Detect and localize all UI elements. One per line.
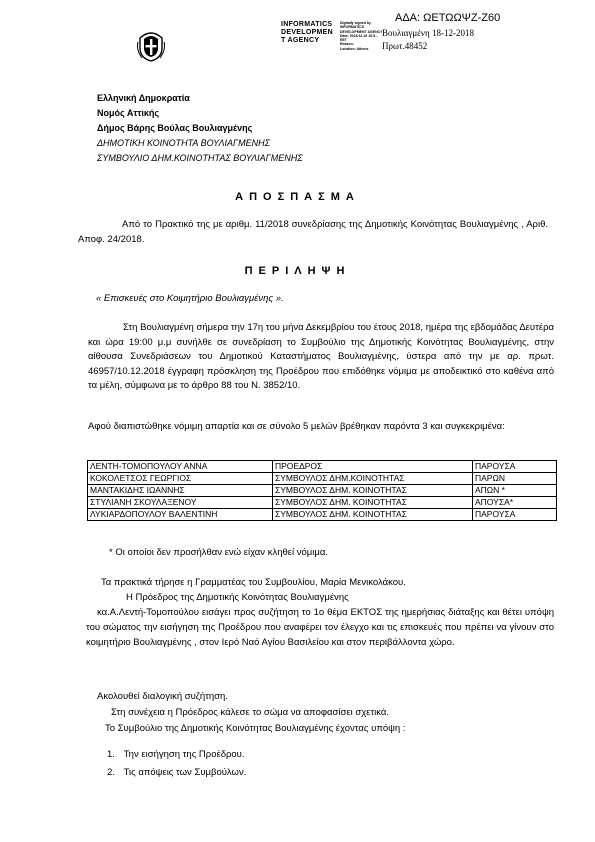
signature-agency-name	[281, 21, 333, 45]
president-paragraph: κα.Α.Λεντή-Τομοπούλου εισάγει προς συζήτηση το 1ο θέμα ΕΚΤΟΣ της ημερήσιας διάταξης και θέτει υπόψη του σώματος την εισήγηση της Προέδρου που αναφέρει τον έλεγχο και τις επισκευές που πρέπει να γίνουν στο κοιμητήριο Βουλιαγμένης , στον Ιερό Ναό Αγίου Βασιλείου και στον περιβάλλοντα χώρο.	[86, 607, 554, 648]
issuer-header	[97, 91, 303, 166]
meeting-paragraph: Στη Βουλιαγμένη σήμερα την 17η του μήνα Δεκεμβρίου του έτους 2018, ημέρα της εβδομάδας Δευτέρα και ώρα 19:00 μ.μ συνήλθε σε συνεδρίαση το Συμβούλιο της Δημοτικής Κοινότητας Βουλιαγμένης, στην αίθουσα Συνεδριάσεων του Δημοτικού Καταστήματος Βουλιαγμένης, ύστερα από την με αρ. πρωτ. 46957/10.12.2018 έγγραφη πρόσκληση της Προέδρου που επιδόθηκε νόμιμα με αποδεικτικό στο καθένα από τα μέλη, σύμφωνα με το άρθρο 88 του Ν. 3852/10.	[88, 322, 554, 391]
header-prefecture: Νομός Αττικής	[97, 108, 160, 118]
ada-code: ΑΔΑ: ΩΕΤΩΩΨΖ-Ζ60	[395, 12, 501, 24]
council-considering-line: Το Συμβούλιο της Δημοτικής Κοινότητας Βουλιαγμένης έχοντας υπόψη :	[105, 723, 406, 734]
greek-coat-of-arms-icon	[136, 28, 166, 62]
signature-detail-line: Date: 2018.12.19 10:5...	[340, 33, 379, 38]
member-name: ΛΕΝΤΗ-ΤΟΜΟΠΟΥΛΟΥ ΑΝΝΑ	[88, 461, 273, 473]
table-row	[88, 497, 557, 509]
discussion-line: Ακολουθεί διαλογική συζήτηση.	[97, 691, 228, 702]
agency-line: INFORMATICS	[281, 21, 333, 28]
excerpt-title: ΑΠΟΣΠΑΣΜΑ	[235, 191, 360, 203]
header-municipality: Δήμος Βάρης Βούλας Βουλιαγμένης	[97, 123, 253, 133]
list-item-number: 1.	[107, 749, 115, 760]
decision-call-line: Στη συνέχεια η Πρόεδρος κάλεσε το σώμα να αποφασίσει σχετικά.	[111, 707, 390, 718]
signature-detail-line: DEVELOPMENT AGENCY	[340, 29, 383, 34]
secretary-line: Τα πρακτικά τήρησε η Γραμματέας του Συμβουλίου, Μαρία Μενικολάκου.	[101, 577, 406, 588]
quorum-paragraph: Αφού διαπιστώθηκε νόμιμη απαρτία και σε σύνολο 5 μελών βρέθηκαν παρόντα 3 και συγκεκριμένα:	[88, 421, 505, 432]
list-item-text: Την εισήγηση της Προέδρου.	[123, 749, 245, 760]
member-name: ΛΥΚΙΑΡΔΟΠΟΥΛΟΥ ΒΑΛΕΝΤΙΝΗ	[88, 509, 273, 521]
signature-detail-line: INFORMATICS	[340, 25, 365, 30]
member-role: ΠΡΟΕΔΡΟΣ	[273, 461, 473, 473]
agency-line: DEVELOPMEN	[281, 29, 334, 36]
member-name: ΚΟΚΟΛΕΤΣΟΣ ΓΕΩΡΓΙΟΣ	[88, 473, 273, 485]
member-role: ΣΥΜΒΟΥΛΟΣ ΔΗΜ.ΚΟΙΝΟΤΗΤΑΣ	[273, 473, 473, 485]
signature-detail-line: Reason:	[340, 42, 354, 47]
member-role: ΣΥΜΒΟΥΛΟΣ ΔΗΜ. ΚΟΙΝΟΤΗΤΑΣ	[273, 509, 473, 521]
member-role: ΣΥΜΒΟΥΛΟΣ ΔΗΜ. ΚΟΙΝΟΤΗΤΑΣ	[273, 497, 473, 509]
summary-title: ΠΕΡΙΛΗΨΗ	[244, 265, 351, 277]
list-item	[107, 766, 246, 780]
excerpt-reference: Από το Πρακτικό της με αριθμ. 11/2018 συνεδρίασης της Δημοτικής Κοινότητας Βουλιαγμένης , Αριθ. Αποφ. 24/2018.	[78, 219, 548, 245]
header-community: ΔΗΜΟΤΙΚΗ ΚΟΙΝΟΤΗΤΑ ΒΟΥΛΙΑΓΜΕΝΗΣ	[97, 138, 270, 148]
signature-detail-line: EET	[340, 38, 347, 43]
member-role: ΣΥΜΒΟΥΛΟΣ ΔΗΜ. ΚΟΙΝΟΤΗΤΑΣ	[273, 485, 473, 497]
subject-line: « Επισκευές στο Κοιμητήριο Βουλιαγμένης ».	[96, 293, 284, 304]
list-item	[107, 748, 245, 762]
member-name: ΜΑΝΤΑΚΙΔΗΣ ΙΩΑΝΝΗΣ	[88, 485, 273, 497]
signature-detail-line: Digitally signed by	[340, 21, 371, 25]
header-council: ΣΥΜΒΟΥΛΙΟ ΔΗΜ.ΚΟΙΝΟΤΗΤΑΣ ΒΟΥΛΙΑΓΜΕΝΗΣ	[97, 153, 303, 163]
table-row	[88, 509, 557, 521]
table-row	[88, 461, 557, 473]
president-line: Η Πρόεδρος της Δημοτικής Κοινότητας Βουλιαγμένης	[126, 592, 349, 603]
table-row	[88, 473, 557, 485]
member-status: ΠΑΡΟΥΣΑ	[473, 509, 557, 521]
list-item-text: Τις απόψεις των Συμβούλων.	[123, 767, 247, 778]
member-status: ΠΑΡΟΥΣΑ	[473, 461, 557, 473]
member-status: ΑΠΩΝ *	[473, 485, 557, 497]
signature-detail-line: Location: Athens	[340, 46, 369, 51]
signature-details	[340, 21, 382, 51]
absent-note: * Οι οποίοι δεν προσήλθαν ενώ είχαν κληθεί νόμιμα.	[109, 547, 328, 558]
header-republic: Ελληνική Δημοκρατία	[97, 93, 190, 103]
member-status: ΑΠΟΥΣΑ*	[473, 497, 557, 509]
list-item-number: 2.	[107, 767, 115, 778]
agency-line: T AGENCY	[281, 37, 320, 44]
protocol-number: Πρωτ.48452	[382, 41, 428, 51]
member-name: ΣΤΥΛΙΑΝΗ ΣΚΟΥΛΑΞΕΝΟΥ	[88, 497, 273, 509]
document-date: Βουλιαγμένη 18-12-2018	[382, 28, 474, 38]
table-row	[88, 485, 557, 497]
member-status: ΠΑΡΩΝ	[473, 473, 557, 485]
members-table	[87, 460, 557, 521]
